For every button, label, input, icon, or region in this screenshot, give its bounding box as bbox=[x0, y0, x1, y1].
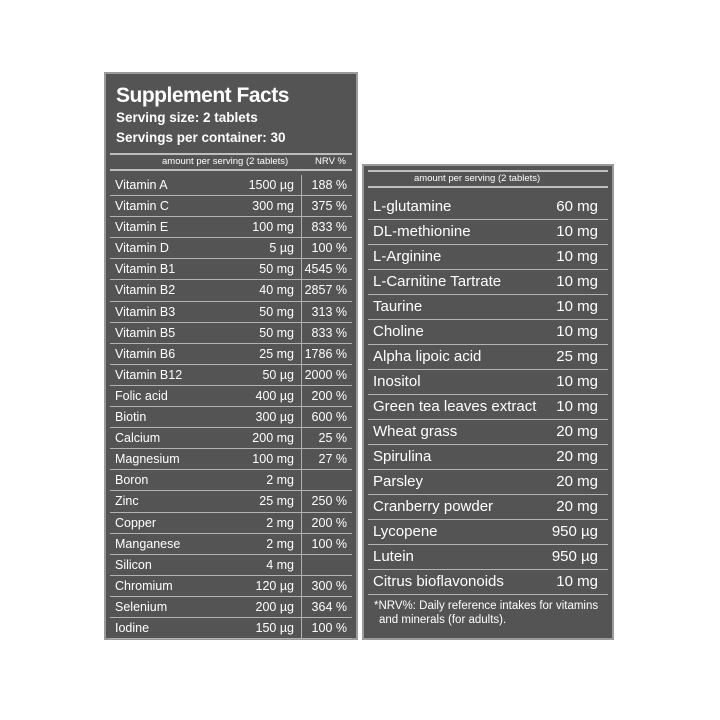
nutrient-amount: 300 µg bbox=[255, 410, 294, 425]
nutrient-amount: 50 mg bbox=[259, 262, 294, 277]
column-divider bbox=[301, 449, 302, 469]
nutrient-amount: 120 µg bbox=[255, 578, 294, 593]
column-divider bbox=[301, 302, 302, 322]
table-row bbox=[110, 386, 352, 407]
table-row bbox=[110, 407, 352, 428]
nutrient-nrv: 25 % bbox=[318, 431, 347, 446]
nutrient-name: Biotin bbox=[115, 410, 147, 425]
ingredient-amount: 20 mg bbox=[556, 473, 598, 490]
table-row bbox=[110, 470, 352, 491]
ingredient-name: Spirulina bbox=[373, 448, 432, 465]
header-nrv-label: NRV % bbox=[315, 156, 346, 167]
column-divider bbox=[301, 576, 302, 596]
table-row bbox=[110, 491, 352, 512]
column-divider bbox=[301, 407, 302, 427]
nutrient-nrv: 100 % bbox=[311, 241, 347, 256]
table-row bbox=[368, 570, 608, 595]
table-row bbox=[110, 618, 352, 639]
nutrient-name: Folic acid bbox=[115, 388, 168, 403]
table-row bbox=[368, 245, 608, 270]
nutrient-amount: 4 mg bbox=[266, 557, 294, 572]
ingredient-name: Alpha lipoic acid bbox=[373, 348, 482, 365]
vitamin-mineral-table bbox=[110, 175, 352, 639]
ingredient-name: Cranberry powder bbox=[373, 498, 494, 515]
ingredient-amount: 20 mg bbox=[556, 448, 598, 465]
nutrient-name: Vitamin B6 bbox=[115, 346, 176, 361]
nutrient-nrv: 100 % bbox=[311, 620, 347, 635]
nrv-footnote bbox=[374, 599, 598, 627]
table-row bbox=[368, 495, 608, 520]
ingredient-amount: 10 mg bbox=[556, 373, 598, 390]
nutrient-nrv: 100 % bbox=[311, 536, 347, 551]
table-row bbox=[110, 597, 352, 618]
nutrient-nrv: 364 % bbox=[311, 599, 347, 614]
table-header bbox=[110, 153, 352, 171]
nutrient-amount: 2 mg bbox=[266, 536, 294, 551]
table-row bbox=[110, 217, 352, 238]
column-divider bbox=[301, 470, 302, 490]
table-row bbox=[368, 195, 608, 220]
table-row bbox=[110, 576, 352, 597]
nutrient-name: Boron bbox=[115, 473, 149, 488]
table-row bbox=[368, 220, 608, 245]
ingredient-amount: 10 mg bbox=[556, 223, 598, 240]
table-row bbox=[368, 270, 608, 295]
column-divider bbox=[301, 238, 302, 258]
table-row bbox=[110, 555, 352, 576]
column-divider bbox=[301, 386, 302, 406]
column-divider bbox=[301, 175, 302, 195]
nutrient-name: Vitamin A bbox=[115, 178, 168, 192]
servings-per-container: Servings per container: 30 bbox=[116, 130, 286, 145]
nutrient-name: Vitamin E bbox=[115, 220, 169, 235]
column-divider bbox=[301, 196, 302, 216]
ingredient-name: Lycopene bbox=[373, 523, 438, 540]
ingredient-amount: 10 mg bbox=[556, 298, 598, 315]
footnote-line: and minerals (for adults). bbox=[379, 614, 507, 626]
ingredient-amount: 10 mg bbox=[556, 273, 598, 290]
ingredient-name: Citrus bioflavonoids bbox=[373, 573, 504, 590]
serving-size: Serving size: 2 tablets bbox=[116, 110, 258, 125]
nutrient-nrv: 833 % bbox=[311, 220, 347, 235]
nutrient-amount: 25 mg bbox=[259, 494, 294, 509]
ingredient-table bbox=[368, 195, 608, 595]
ingredient-name: L-Arginine bbox=[373, 248, 442, 265]
nutrient-nrv: 2857 % bbox=[304, 283, 347, 298]
table-row bbox=[368, 545, 608, 570]
table-row bbox=[110, 238, 352, 259]
nutrient-name: Silicon bbox=[115, 557, 152, 572]
ingredient-name: DL-methionine bbox=[373, 223, 471, 240]
column-divider bbox=[301, 534, 302, 554]
nutrient-nrv: 300 % bbox=[311, 578, 347, 593]
nutrient-name: Zinc bbox=[115, 494, 139, 509]
table-row bbox=[110, 280, 352, 301]
ingredient-amount: 10 mg bbox=[556, 573, 598, 590]
table-row bbox=[368, 295, 608, 320]
ingredient-name: L-Carnitine Tartrate bbox=[373, 273, 502, 290]
nutrient-amount: 1500 µg bbox=[248, 178, 294, 192]
nutrient-name: Calcium bbox=[115, 431, 161, 446]
table-row bbox=[110, 323, 352, 344]
column-divider bbox=[301, 323, 302, 343]
table-row bbox=[110, 344, 352, 365]
column-divider bbox=[301, 597, 302, 617]
nutrient-amount: 2 mg bbox=[266, 515, 294, 530]
table-row bbox=[110, 513, 352, 534]
ingredient-name: Lutein bbox=[373, 548, 414, 565]
nutrient-nrv: 188 % bbox=[311, 178, 347, 192]
nutrient-amount: 200 mg bbox=[252, 431, 294, 446]
nutrient-name: Selenium bbox=[115, 599, 168, 614]
nutrient-amount: 100 mg bbox=[252, 220, 294, 235]
nutrient-amount: 300 mg bbox=[252, 199, 294, 214]
nutrient-name: Chromium bbox=[115, 578, 173, 593]
ingredient-amount: 20 mg bbox=[556, 423, 598, 440]
nutrient-nrv: 375 % bbox=[311, 199, 347, 214]
nutrient-name: Copper bbox=[115, 515, 156, 530]
ingredient-name: Parsley bbox=[373, 473, 424, 490]
column-divider bbox=[301, 365, 302, 385]
nutrient-amount: 25 mg bbox=[259, 346, 294, 361]
table-header bbox=[368, 170, 608, 188]
header-amount-label: amount per serving (2 tablets) bbox=[414, 173, 541, 184]
nutrient-amount: 150 µg bbox=[255, 620, 294, 635]
ingredient-name: Green tea leaves extract bbox=[373, 398, 537, 415]
column-divider bbox=[301, 217, 302, 237]
ingredient-name: Taurine bbox=[373, 298, 423, 315]
ingredient-name: Choline bbox=[373, 323, 424, 340]
table-row bbox=[368, 520, 608, 545]
table-row bbox=[110, 449, 352, 470]
supplement-facts-panel bbox=[104, 72, 358, 640]
nutrient-amount: 50 µg bbox=[262, 367, 294, 382]
nutrient-amount: 400 µg bbox=[255, 388, 294, 403]
header-amount-label: amount per serving (2 tablets) bbox=[162, 156, 289, 167]
table-row bbox=[110, 302, 352, 323]
table-row bbox=[368, 445, 608, 470]
column-divider bbox=[301, 555, 302, 575]
column-divider bbox=[301, 513, 302, 533]
table-row bbox=[368, 345, 608, 370]
nutrient-name: Vitamin B1 bbox=[115, 262, 176, 277]
table-row bbox=[368, 395, 608, 420]
nutrient-nrv: 833 % bbox=[311, 325, 347, 340]
nutrient-nrv: 4545 % bbox=[304, 262, 347, 277]
nutrient-name: Vitamin B3 bbox=[115, 304, 176, 319]
column-divider bbox=[301, 344, 302, 364]
ingredient-amount: 10 mg bbox=[556, 323, 598, 340]
nutrient-nrv: 27 % bbox=[318, 452, 347, 467]
nutrient-name: Iodine bbox=[115, 620, 150, 635]
column-divider bbox=[301, 259, 302, 279]
nutrient-nrv: 1786 % bbox=[304, 346, 347, 361]
ingredient-amount: 950 µg bbox=[551, 523, 598, 540]
nutrient-amount: 2 mg bbox=[266, 473, 294, 488]
nutrient-name: Vitamin B12 bbox=[115, 367, 183, 382]
nutrient-nrv: 200 % bbox=[311, 388, 347, 403]
column-divider bbox=[301, 428, 302, 448]
nutrient-amount: 50 mg bbox=[259, 304, 294, 319]
table-row bbox=[368, 420, 608, 445]
nutrient-nrv: 600 % bbox=[311, 410, 347, 425]
table-row bbox=[110, 259, 352, 280]
ingredient-amount: 10 mg bbox=[556, 398, 598, 415]
ingredient-amount: 25 mg bbox=[556, 348, 598, 365]
other-ingredients-panel bbox=[362, 164, 614, 640]
nutrient-amount: 200 µg bbox=[255, 599, 294, 614]
nutrient-name: Vitamin B5 bbox=[115, 325, 176, 340]
table-row bbox=[368, 320, 608, 345]
nutrient-amount: 50 mg bbox=[259, 325, 294, 340]
column-divider bbox=[301, 280, 302, 300]
ingredient-name: L-glutamine bbox=[373, 198, 452, 215]
ingredient-amount: 60 mg bbox=[556, 198, 598, 215]
table-row bbox=[110, 428, 352, 449]
table-row bbox=[368, 470, 608, 495]
nutrient-name: Vitamin C bbox=[115, 199, 169, 214]
table-row bbox=[368, 370, 608, 395]
ingredient-amount: 20 mg bbox=[556, 498, 598, 515]
ingredient-amount: 950 µg bbox=[551, 548, 598, 565]
nutrient-amount: 40 mg bbox=[259, 283, 294, 298]
nutrient-name: Magnesium bbox=[115, 452, 180, 467]
nutrient-nrv: 313 % bbox=[311, 304, 347, 319]
nutrient-amount: 5 µg bbox=[269, 241, 294, 256]
panel-title: Supplement Facts bbox=[116, 84, 289, 107]
ingredient-name: Inositol bbox=[373, 373, 421, 390]
nutrient-nrv: 200 % bbox=[311, 515, 347, 530]
nutrient-name: Vitamin B2 bbox=[115, 283, 176, 298]
nutrient-name: Manganese bbox=[115, 536, 181, 551]
nutrient-nrv: 250 % bbox=[311, 494, 347, 509]
ingredient-amount: 10 mg bbox=[556, 248, 598, 265]
column-divider bbox=[301, 618, 302, 638]
table-row bbox=[110, 175, 352, 196]
column-divider bbox=[301, 491, 302, 511]
table-row bbox=[110, 534, 352, 555]
nutrient-nrv: 2000 % bbox=[304, 367, 347, 382]
nutrient-name: Vitamin D bbox=[115, 241, 169, 256]
footnote-line: *NRV%: Daily reference intakes for vitamins bbox=[374, 600, 599, 612]
ingredient-name: Wheat grass bbox=[373, 423, 458, 440]
table-row bbox=[110, 196, 352, 217]
nutrient-amount: 100 mg bbox=[252, 452, 294, 467]
table-row bbox=[110, 365, 352, 386]
